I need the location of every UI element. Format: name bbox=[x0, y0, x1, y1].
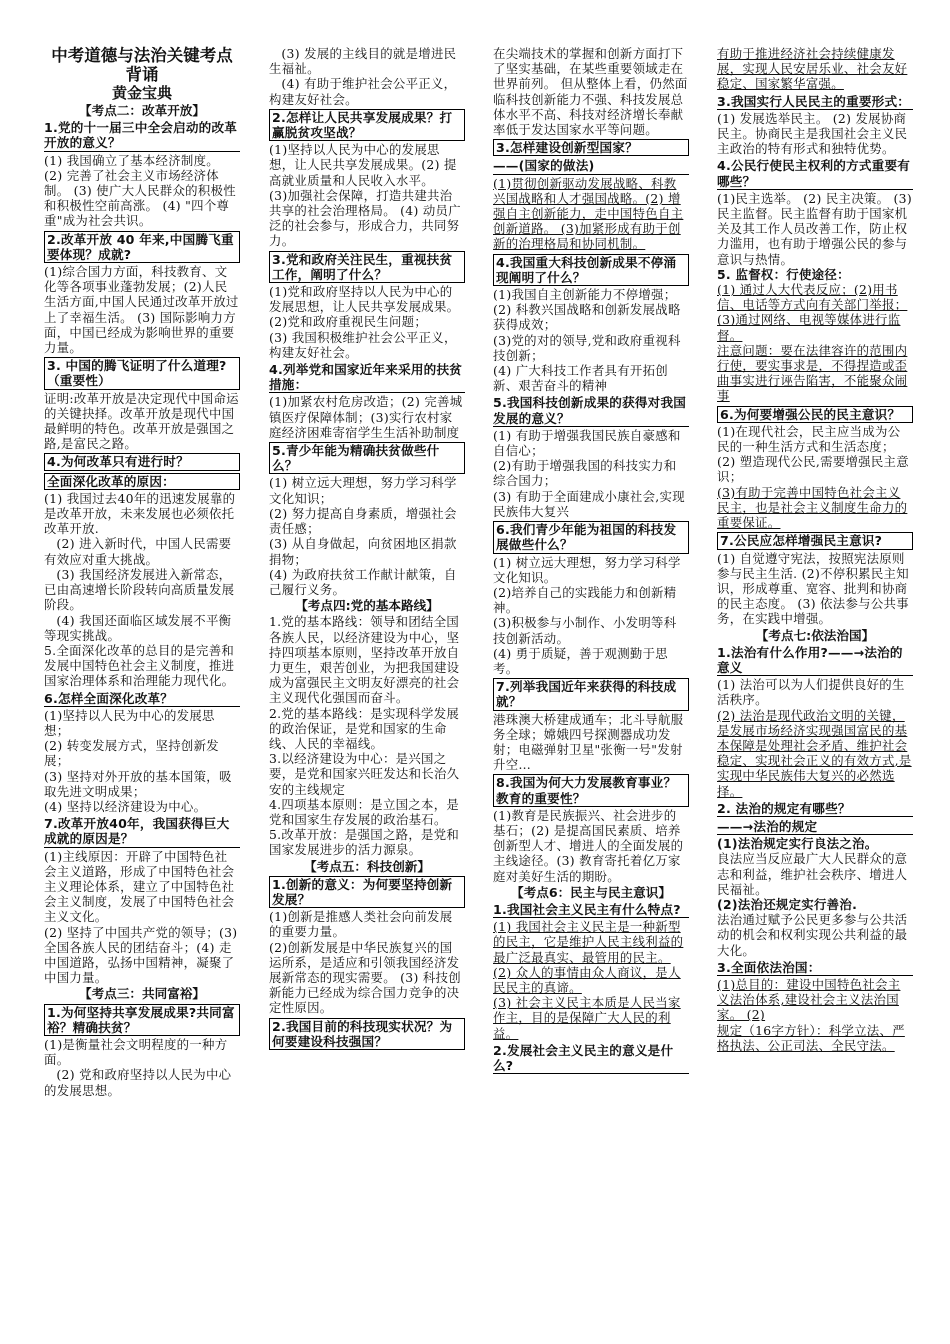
answer-text: (3) 坚持对外开放的基本国策，吸取先进文明成果； bbox=[44, 768, 232, 799]
answer-text: (1)民主选举。 (2) 民主决策。 (3) 民主监督。民主监督有助于国家机关及其工作人员改善工作，防止权力滥用，也有助于增强公民的参与意识与热情。 bbox=[717, 190, 912, 267]
answer-text: 港珠澳大桥建成通车；北斗导航服务全球；嫦娥四号探测器成功发射；电磁弹射卫星"张衡一号"发射升空… bbox=[493, 711, 684, 773]
answer-text: (4) 有助于维护社会公平正义，构建友好社会。 bbox=[269, 76, 457, 107]
question-heading: 7.公民应怎样增强民主意识? bbox=[717, 532, 913, 549]
answer-text: (1) 我国过去40年的迅速发展靠的是改革开放，未来发展也必须依托改革开放. bbox=[44, 490, 236, 537]
question-heading: 1.法治有什么作用?——→法治的意义 bbox=[717, 645, 913, 676]
answer-text: (1)主线原因：开辟了中国特色社会主义道路，形成了中国特色社会主义理论体系，建立了中国特色社会主义制度，发展了中国特色社会主义文化。 bbox=[44, 848, 235, 925]
answer-text: (3) 我国积极维护社会公平正义，构建友好社会。 bbox=[269, 329, 457, 360]
question-heading: 全面深化改革的原因： bbox=[44, 473, 240, 490]
question-heading: 3.我国实行人民民主的重要形式： bbox=[717, 94, 913, 110]
answer-text: 有助于推进经济社会持续健康发展，实现人民安居乐业、社会友好稳定、国家繁华富强。 bbox=[717, 46, 908, 92]
answer-text: (1) 有助于增强我国民族自豪感和自信心； bbox=[493, 427, 681, 459]
answer-text: 5. 监督权：行使途径： bbox=[717, 266, 850, 282]
answer-text: (3) 发展的主线目的就是增进民生福祉。 bbox=[269, 46, 457, 77]
question-heading: 6.我们青少年能为祖国的科技发展做些什么？ bbox=[493, 521, 689, 553]
column-2 bbox=[269, 46, 465, 1336]
answer-text: (4) 我国还面临区域发展不平衡等现实挑战。 bbox=[44, 612, 232, 643]
section-heading: 【考点五：科技创新】 bbox=[304, 858, 430, 874]
question-heading: 3.全面依法治国： bbox=[717, 960, 913, 976]
answer-text: (1) 树立远大理想，努力学习科学文化知识。 bbox=[493, 554, 681, 585]
answer-text: (1) 自觉遵守宪法，按照宪法原则参与民主生活. (2)不停积累民主知识，形成尊重、宽容、批判和协商的民主态度。 (3) 依法参与公共事务，在实践中增强。 bbox=[717, 550, 909, 627]
section-heading: 【考点四:党的基本路线】 bbox=[295, 598, 439, 614]
answer-text: 注意问题：要在法律容许的范围内行使，要实事求是，不得捏造或歪曲事实进行诬告陷害，不能聚众闹事 bbox=[717, 342, 908, 404]
answer-text: 2.党的基本路线：是实现科学发展的政治保证，是党和国家的生命线、人民的幸福线。 bbox=[269, 705, 460, 751]
answer-text: (1) 我国确立了基本经济制度。 (2) 完善了社会主义市场经济体制。 (3) 使广大人民群众的积极性和积极性空前高涨。 (4) "四个尊重"成为社会共识。 bbox=[44, 152, 236, 229]
answer-text: (3)党的对的领导,党和政府重视科技创新； bbox=[493, 332, 681, 363]
answer-text: 法治通过赋予公民更多参与公共活动的机会和权利实现公共利益的最大化。 bbox=[717, 912, 908, 958]
answer-text: (2) 进入新时代，中国人民需要有效应对重大挑战。 bbox=[44, 536, 232, 567]
question-heading: 4.我国重大科技创新成果不停涌现阐明了什么？ bbox=[493, 254, 689, 286]
answer-text: 4.四项基本原则：是立国之本，是党和国家生存发展的政治基石。 bbox=[269, 796, 460, 827]
answer-text: (1)党和政府坚持以人民为中心的发展思想，让人民共享发展成果。(2)党和政府重视民生问题； bbox=[269, 284, 460, 330]
answer-text: (1)加紧农村危房改造；(2) 完善城镇医疗保障体制；(3)实行农村家庭经济困难寄宿学生生活补助制度 bbox=[269, 394, 463, 440]
question-heading: 4.列举党和国家近年来采用的扶贫措施： bbox=[269, 362, 465, 393]
answer-text: (3) 社会主义民主本质是人民当家作主，目的是保障广大人民的利益。 bbox=[493, 995, 681, 1041]
question-heading: 1.我国社会主义民主有什么特点? bbox=[493, 902, 689, 918]
answer-text: (1) 树立远大理想，努力学习科学文化知识； bbox=[269, 475, 457, 506]
answer-text: 良法应当反应最广大人民群众的意志和利益，维护社会秩序、增进人民福祉。 bbox=[717, 851, 908, 897]
question-heading: 4.为何改革只有进行时？ bbox=[44, 453, 240, 470]
question-heading: 5.青少年能为精确扶贫做些什么？ bbox=[269, 442, 465, 474]
question-heading: 7.改革开放40年，我国获得巨大成就的原因是？ bbox=[44, 816, 240, 847]
answer-text: (1)创新是推感人类社会向前发展的重要力量。 bbox=[269, 909, 453, 940]
answer-text: 3.以经济建设为中心：是兴国之要，是党和国家兴旺发达和长治久安的主线规定 bbox=[269, 751, 460, 797]
answer-text: 5.改革开放：是强国之路，是党和国家发展进步的活力源泉。 bbox=[269, 827, 460, 858]
section-heading: 【考点三：共同富裕】 bbox=[79, 986, 205, 1002]
answer-text: (3)加强社会保障，打造共建共治共享的社会治理格局。 (4) 动员广泛的社会参与，形成合力，共同努力。 bbox=[269, 187, 461, 249]
question-heading: 6.怎样全面深化改革？ bbox=[44, 691, 240, 707]
document-subtitle: 黄金宝典 bbox=[111, 84, 172, 102]
answer-text: (1)综合国力方面，科技教育、文化等各项事业蓬勃发展；(2)人民生活方面,中国人民通过改革开放过上了幸福生活。 (3) 国际影响力方面，中国已经成为影响世界的重要力量。 bbox=[44, 264, 239, 356]
answer-text: (3)积极参与小制作、小发明等科技创新活动。 bbox=[493, 615, 677, 646]
answer-text: 规定（16字方针）：科学立法、严格执法、公正司法、全民守法。 bbox=[717, 1022, 905, 1053]
question-heading: 8.我国为何大力发展教育事业？教育的重要性？ bbox=[493, 774, 689, 806]
answer-text: (2)培养自己的实践能力和创新精神。 bbox=[493, 584, 677, 616]
answer-text: (1)在现代社会，民主应当成为公民的一种生活方式和生活态度；(2) 塑造现代公民,需要增强民主意识； bbox=[717, 423, 909, 485]
answer-text: (1)是衡量社会文明程度的一种方面。 bbox=[44, 1036, 228, 1068]
question-heading: 3. 中国的腾飞证明了什么道理?（重要性） bbox=[44, 357, 240, 389]
answer-text: (2)创新发展是中华民族复兴的国运所系，是适应和引领我国经济发展新常态的现实需要。 (3) 科技创新能力已经成为综合国力竞争的决定性原因。 bbox=[269, 939, 461, 1016]
question-heading: 3.怎样建设创新型国家？ bbox=[493, 139, 689, 156]
question-heading: 5.我国科技创新成果的获得对我国发展的意义？ bbox=[493, 395, 689, 426]
question-heading: 2.发展社会主义民主的意义是什么? bbox=[493, 1043, 689, 1074]
question-heading: ——→法治的规定 bbox=[717, 819, 913, 835]
answer-text: (2) 党和政府坚持以人民为中心的发展思想。 bbox=[44, 1067, 232, 1098]
answer-text: (2)法治还规定实行善治. bbox=[717, 896, 858, 912]
answer-text: (2) 众人的事情由众人商议，是人民民主的真谛。 bbox=[493, 964, 681, 995]
answer-text: 证明:改革开放是决定现代中国命运的关键抉择。改革开放是现代中国最鲜明的特色。改革开放是强国之路,是富民之路。 bbox=[44, 390, 239, 452]
answer-text: (3) 我国经济发展进入新常态，已由高速增长阶段转向高质量发展阶段。 bbox=[44, 566, 235, 613]
answer-text: (2)有助于增强我国的科技实力和综合国力； bbox=[493, 458, 677, 489]
column-1 bbox=[44, 46, 240, 1336]
answer-text: (3) 有助于全面建成小康社会,实现民族伟大复兴 bbox=[493, 488, 685, 519]
answer-text: (2) 努力提高自身素质，增强社会责任感； bbox=[269, 505, 457, 537]
answer-text: (1) 我国社会主义民主是一种新型的民主，它是维护人民主线利益的最广泛最真实、最管用的民主。 bbox=[493, 919, 684, 965]
answer-text: 在尖端技术的掌握和创新方面打下了坚实基础，在某些重要领域走在世界前列。 但从整体上看，仍然面临科技创新能力不强、科技发展总体水平不高、科技对经济增长奉献率低于发达国家水平等问题。 bbox=[493, 46, 688, 138]
question-heading: ——(国家的做法) bbox=[493, 158, 689, 174]
question-heading: 2.改革开放 40 年来,中国腾飞重要体现？成就? bbox=[44, 231, 240, 263]
column-3 bbox=[493, 46, 689, 1336]
answer-text: (2) 坚持了中国共产党的领导；(3) 全国各族人民的团结奋斗；(4) 走中国道路，弘扬中国精神，凝聚了中国力量。 bbox=[44, 924, 238, 986]
question-heading: 2.怎样让人民共享发展成果？打赢脱贫攻坚战？ bbox=[269, 109, 465, 141]
question-heading: 4.公民行使民主权利的方式重要有哪些？ bbox=[717, 158, 913, 189]
answer-text: (1)法治规定实行良法之治。 bbox=[717, 836, 878, 852]
question-heading: 6.为何要增强公民的民主意识？ bbox=[717, 406, 913, 423]
question-heading: 1.为何坚持共享发展成果?共同富裕？精确扶贫？ bbox=[44, 1004, 240, 1036]
answer-text: (2) 法治是现代政治文明的关键，是发展市场经济实现强国富民的基本保障是处理社会矛盾、维护社会稳定、实现社会正义的有效方式,是实现中华民族伟大复兴的必然选择。 bbox=[717, 707, 912, 799]
answer-text: 1.党的基本路线：领导和团结全国各族人民，以经济建设为中心，坚持四项基本原则，坚持改革开放自力更生，艰苦创业，为把我国建设成为富强民主文明友好漂亮的社会主义现代化强国而奋斗。 bbox=[269, 614, 460, 706]
answer-text: (3)有助于完善中国特色社会主义民主，也是社会主义制度生命力的重要保证。 bbox=[717, 484, 908, 531]
column-4 bbox=[717, 46, 913, 1336]
section-heading: 【考点6：民主与民主意识】 bbox=[511, 884, 671, 900]
question-heading: 1.创新的意义：为何要坚持创新发展？ bbox=[269, 876, 465, 908]
document-title: 中考道德与法治关键考点背诵 bbox=[51, 46, 233, 84]
answer-text: (1) 通过人大代表反应；(2)用书信、电话等方式向有关部门举报；(3)通过网络、电视等媒体进行监督。 bbox=[717, 282, 908, 343]
question-heading: 3.党和政府关注民生，重视扶贫工作，阐明了什么？ bbox=[269, 251, 465, 283]
answer-text: (2) 转变发展方式，坚持创新发展； bbox=[44, 738, 219, 769]
answer-text: (4) 广大科技工作者具有开拓创新、艰苦奋斗的精神 bbox=[493, 363, 668, 394]
answer-text: (4) 坚持以经济建设为中心。 bbox=[44, 798, 207, 814]
answer-text: (1)总目的：建设中国特色社会主义法治体系,建设社会主义法治国家。 (2) bbox=[717, 976, 901, 1023]
answer-text: (1) 法治可以为人们提供良好的生活秩序。 bbox=[717, 677, 905, 708]
answer-text: 5.全面深化改革的总目的是完善和发展中国特色社会主义制度，推进国家治理体系和治理能力现代化。 bbox=[44, 642, 235, 689]
answer-text: (1)坚持以人民为中心的发展思想； bbox=[44, 707, 215, 738]
question-heading: 1.党的十一届三中全会启动的改革开放的意义？ bbox=[44, 120, 240, 151]
question-heading: 2.我国目前的科技现实状况？为何要建设科技强国？ bbox=[269, 1018, 465, 1050]
section-heading: 【考点二：改革开放】 bbox=[79, 103, 205, 118]
section-heading: 【考点七:依法治国】 bbox=[755, 627, 875, 643]
answer-text: (1)我国自主创新能力不停增强； bbox=[493, 287, 677, 303]
answer-text: (4) 勇于质疑，善于观测勤于思考。 bbox=[493, 645, 668, 676]
answer-text: (1)坚持以人民为中心的发展思想，让人民共享发展成果。(2) 提高就业质量和人民收入水平。 bbox=[269, 142, 457, 188]
question-heading: 7.列举我国近年来获得的科技成就？ bbox=[493, 678, 689, 710]
answer-text: (1)教育是民族振兴、社会进步的基石；(2) 是提高国民素质、培养创新型人才、增进人的全面发展的主线途径。(3) 教育寄托着亿万家庭对美好生活的期盼。 bbox=[493, 807, 684, 884]
answer-text: (4) 为政府扶贫工作献计献策，自己履行义务。 bbox=[269, 566, 457, 597]
answer-text: (1) 发展选举民主。 (2) 发展协商民主。协商民主是我国社会主义民主政治的特有形式和独特优势。 bbox=[717, 110, 908, 157]
answer-text: (1)贯彻创新驱动发展战略、科教兴国战略和人才强国战略。(2) 增强自主创新能力，走中国特色自主创新道路。 (3)加紧形成有助于创新的治理格局和协同机制。 bbox=[493, 175, 684, 252]
answer-text: (2) 科教兴国战略和创新发展战略获得成效； bbox=[493, 302, 681, 333]
question-heading: 2. 法治的规定有哪些？ bbox=[717, 801, 913, 817]
answer-text: (3) 从自身做起，向贫困地区捐款捐物； bbox=[269, 536, 457, 567]
